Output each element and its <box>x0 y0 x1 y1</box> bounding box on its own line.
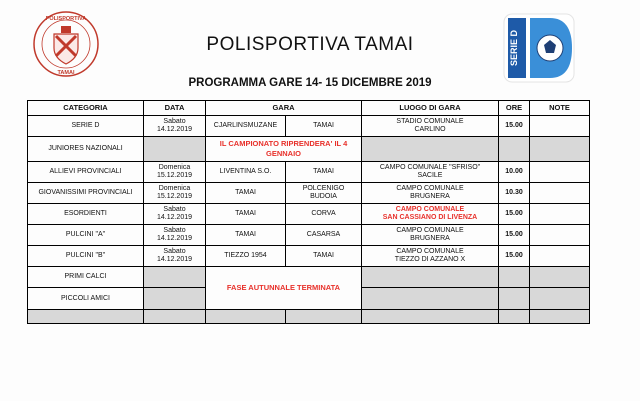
table-row-allievi <box>28 162 590 183</box>
away-team-cell: POLCENIGO BUDOIA <box>286 183 362 204</box>
footer-cell <box>286 310 362 324</box>
home-team-cell: TAMAI <box>206 204 286 225</box>
categoria-cell: PULCINI "A" <box>28 225 144 246</box>
table-header-row <box>28 101 590 116</box>
data-cell <box>144 267 206 288</box>
note-cell <box>530 267 590 288</box>
categoria-cell: ESORDIENTI <box>28 204 144 225</box>
table-row-juniores <box>28 137 590 162</box>
table-row-primi-calci <box>28 267 590 288</box>
program-subtitle: PROGRAMMA GARE 14- 15 DICEMBRE 2019 <box>188 77 432 89</box>
note-cell <box>530 204 590 225</box>
note-cell <box>530 137 590 162</box>
luogo-cell: CAMPO COMUNALE SAN CASSIANO DI LIVENZA <box>362 204 499 225</box>
away-team-cell: TAMAI <box>286 246 362 267</box>
note-cell <box>530 288 590 310</box>
footer-cell <box>530 310 590 324</box>
svg-text:POLISPORTIVA: POLISPORTIVA <box>45 16 87 22</box>
header-note: NOTE <box>530 101 590 116</box>
categoria-cell: SERIE D <box>28 116 144 137</box>
away-team-cell: TAMAI <box>286 116 362 137</box>
categoria-cell: GIOVANISSIMI PROVINCIALI <box>28 183 144 204</box>
header-gara: GARA <box>206 101 362 116</box>
page-title: POLISPORTIVA TAMAI <box>206 34 414 55</box>
luogo-cell <box>362 288 499 310</box>
data-cell: Domenica 15.12.2019 <box>144 183 206 204</box>
note-cell <box>530 183 590 204</box>
ore-cell: 15.00 <box>499 204 530 225</box>
table-footer-row <box>28 310 590 324</box>
fase-autunnale-message: FASE AUTUNNALE TERMINATA <box>206 267 362 310</box>
campionato-message: IL CAMPIONATO RIPRENDERA' IL 4 GENNAIO <box>206 137 362 162</box>
categoria-cell: PULCINI "B" <box>28 246 144 267</box>
table-row-serie-d <box>28 116 590 137</box>
ore-cell <box>499 137 530 162</box>
polisportiva-tamai-crest-icon <box>32 10 100 78</box>
ore-cell: 10.30 <box>499 183 530 204</box>
home-team-cell: LIVENTINA S.O. <box>206 162 286 183</box>
home-team-cell: TAMAI <box>206 183 286 204</box>
note-cell <box>530 116 590 137</box>
luogo-cell: STADIO COMUNALE CARLINO <box>362 116 499 137</box>
table-row-pulcini-b <box>28 246 590 267</box>
categoria-cell: PRIMI CALCI <box>28 267 144 288</box>
ore-cell: 15.00 <box>499 225 530 246</box>
luogo-cell: CAMPO COMUNALE BRUGNERA <box>362 183 499 204</box>
ore-cell: 10.00 <box>499 162 530 183</box>
table-row-giovanissimi <box>28 183 590 204</box>
home-team-cell: CJARLINSMUZANE <box>206 116 286 137</box>
footer-cell <box>206 310 286 324</box>
svg-text:SERIE D: SERIE D <box>509 29 519 67</box>
header-ore: ORE <box>499 101 530 116</box>
data-cell <box>144 137 206 162</box>
home-team-cell: TIEZZO 1954 <box>206 246 286 267</box>
header-data: DATA <box>144 101 206 116</box>
data-cell: Sabato 14.12.2019 <box>144 116 206 137</box>
data-cell: Sabato 14.12.2019 <box>144 204 206 225</box>
note-cell <box>530 162 590 183</box>
note-cell <box>530 246 590 267</box>
match-schedule-table <box>27 100 590 324</box>
footer-cell <box>144 310 206 324</box>
luogo-cell <box>362 137 499 162</box>
footer-cell <box>362 310 499 324</box>
footer-cell <box>28 310 144 324</box>
data-cell: Sabato 14.12.2019 <box>144 225 206 246</box>
ore-cell <box>499 267 530 288</box>
luogo-cell: CAMPO COMUNALE BRUGNERA <box>362 225 499 246</box>
home-team-cell: TAMAI <box>206 225 286 246</box>
away-team-cell: CORVA <box>286 204 362 225</box>
away-team-cell: CASARSA <box>286 225 362 246</box>
ore-cell: 15.00 <box>499 246 530 267</box>
table-row-pulcini-a <box>28 225 590 246</box>
luogo-cell: CAMPO COMUNALE "SFRISO" SACILE <box>362 162 499 183</box>
away-team-cell: TAMAI <box>286 162 362 183</box>
luogo-cell: CAMPO COMUNALE TIEZZO DI AZZANO X <box>362 246 499 267</box>
svg-text:TAMAI: TAMAI <box>57 70 75 76</box>
data-cell: Sabato 14.12.2019 <box>144 246 206 267</box>
categoria-cell: PICCOLI AMICI <box>28 288 144 310</box>
luogo-cell <box>362 267 499 288</box>
ore-cell: 15.00 <box>499 116 530 137</box>
footer-cell <box>499 310 530 324</box>
data-cell <box>144 288 206 310</box>
table-row-esordienti <box>28 204 590 225</box>
ore-cell <box>499 288 530 310</box>
note-cell <box>530 225 590 246</box>
header-categoria: CATEGORIA <box>28 101 144 116</box>
categoria-cell: JUNIORES NAZIONALI <box>28 137 144 162</box>
data-cell: Domenica 15.12.2019 <box>144 162 206 183</box>
header-luogo: LUOGO DI GARA <box>362 101 499 116</box>
serie-d-logo-icon <box>500 10 578 86</box>
categoria-cell: ALLIEVI PROVINCIALI <box>28 162 144 183</box>
